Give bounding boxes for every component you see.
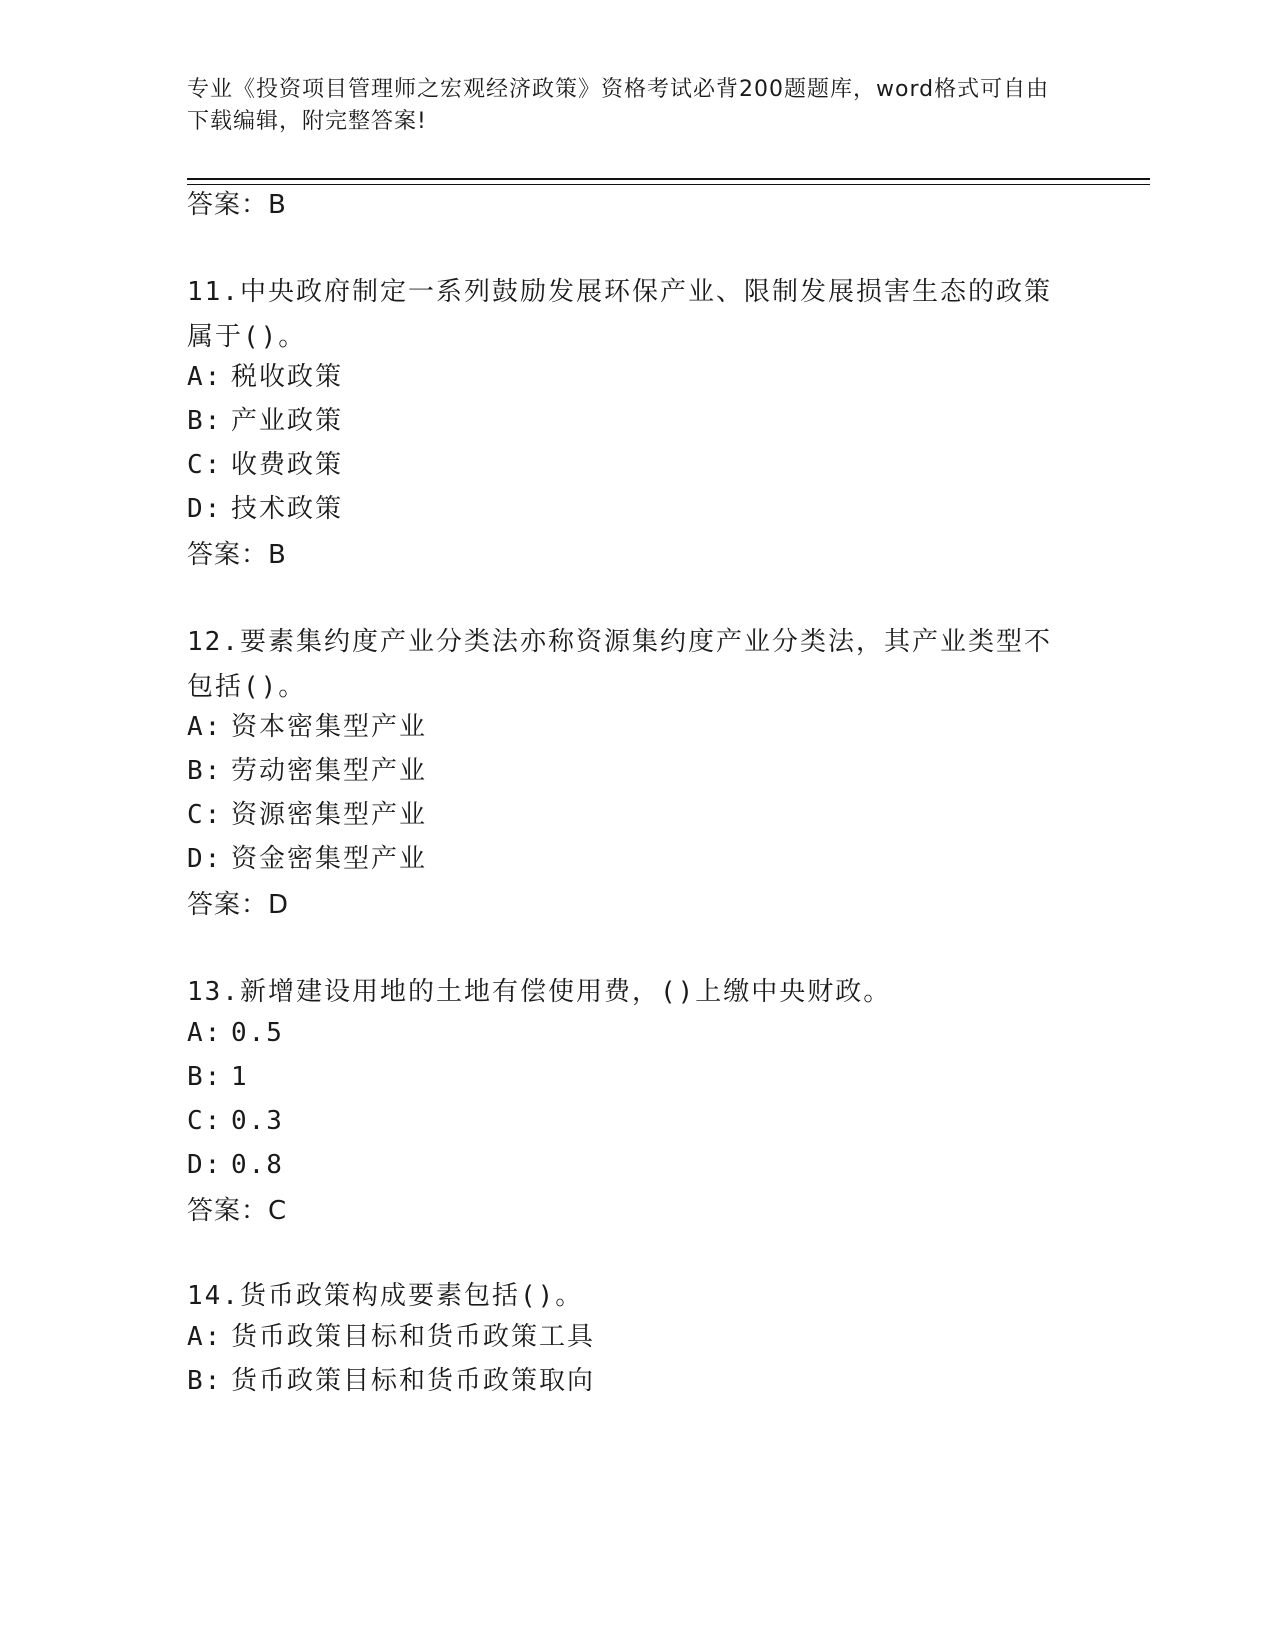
option-text: 劳动密集型产业 bbox=[231, 756, 428, 786]
option-text: 资源密集型产业 bbox=[231, 800, 428, 830]
option-label: B: bbox=[187, 1366, 223, 1396]
question-text: 11.中央政府制定一系列鼓励发展环保产业、限制发展损害生态的政策属于()。 bbox=[187, 277, 1052, 352]
option-c bbox=[187, 1106, 284, 1136]
question-text: 14.货币政策构成要素包括()。 bbox=[187, 1281, 584, 1311]
option-b bbox=[187, 756, 427, 786]
previous-answer: 答案：B bbox=[187, 190, 287, 220]
option-text: 0.5 bbox=[231, 1018, 284, 1048]
option-a bbox=[187, 1018, 284, 1048]
header-divider-thick bbox=[187, 178, 1150, 180]
option-a bbox=[187, 1322, 595, 1352]
answer: 答案：B bbox=[187, 540, 287, 570]
option-a bbox=[187, 712, 427, 742]
option-label: C: bbox=[187, 1106, 223, 1136]
option-b bbox=[187, 1366, 595, 1396]
option-b bbox=[187, 1062, 249, 1092]
option-text: 0.3 bbox=[231, 1106, 284, 1136]
question-text: 13.新增建设用地的土地有偿使用费，()上缴中央财政。 bbox=[187, 977, 892, 1007]
option-label: B: bbox=[187, 756, 223, 786]
option-text: 税收政策 bbox=[231, 362, 344, 392]
option-label: A: bbox=[187, 712, 223, 742]
answer: 答案：C bbox=[187, 1196, 288, 1226]
option-text: 技术政策 bbox=[231, 494, 344, 524]
option-text: 收费政策 bbox=[231, 450, 344, 480]
option-b bbox=[187, 406, 343, 436]
option-d bbox=[187, 494, 343, 524]
option-text: 资金密集型产业 bbox=[231, 844, 428, 874]
option-label: B: bbox=[187, 406, 223, 436]
question-text: 12.要素集约度产业分类法亦称资源集约度产业分类法，其产业类型不包括()。 bbox=[187, 627, 1052, 702]
option-text: 1 bbox=[231, 1062, 249, 1092]
option-c bbox=[187, 800, 427, 830]
option-label: C: bbox=[187, 800, 223, 830]
option-text: 产业政策 bbox=[231, 406, 344, 436]
option-text: 0.8 bbox=[231, 1150, 284, 1180]
option-label: D: bbox=[187, 494, 223, 524]
option-d bbox=[187, 1150, 284, 1180]
answer: 答案：D bbox=[187, 890, 290, 920]
option-label: C: bbox=[187, 450, 223, 480]
option-label: D: bbox=[187, 844, 223, 874]
option-text: 货币政策目标和货币政策取向 bbox=[231, 1366, 596, 1396]
option-d bbox=[187, 844, 427, 874]
option-text: 资本密集型产业 bbox=[231, 712, 428, 742]
option-label: D: bbox=[187, 1150, 223, 1180]
document-header: 专业《投资项目管理师之宏观经济政策》资格考试必背200题题库，word格式可自由下载编辑，附完整答案! bbox=[187, 77, 1050, 134]
option-text: 货币政策目标和货币政策工具 bbox=[231, 1322, 596, 1352]
option-label: A: bbox=[187, 1322, 223, 1352]
option-label: A: bbox=[187, 1018, 223, 1048]
option-c bbox=[187, 450, 343, 480]
option-label: A: bbox=[187, 362, 223, 392]
header-divider-thin bbox=[187, 184, 1150, 185]
option-a bbox=[187, 362, 343, 392]
option-label: B: bbox=[187, 1062, 223, 1092]
